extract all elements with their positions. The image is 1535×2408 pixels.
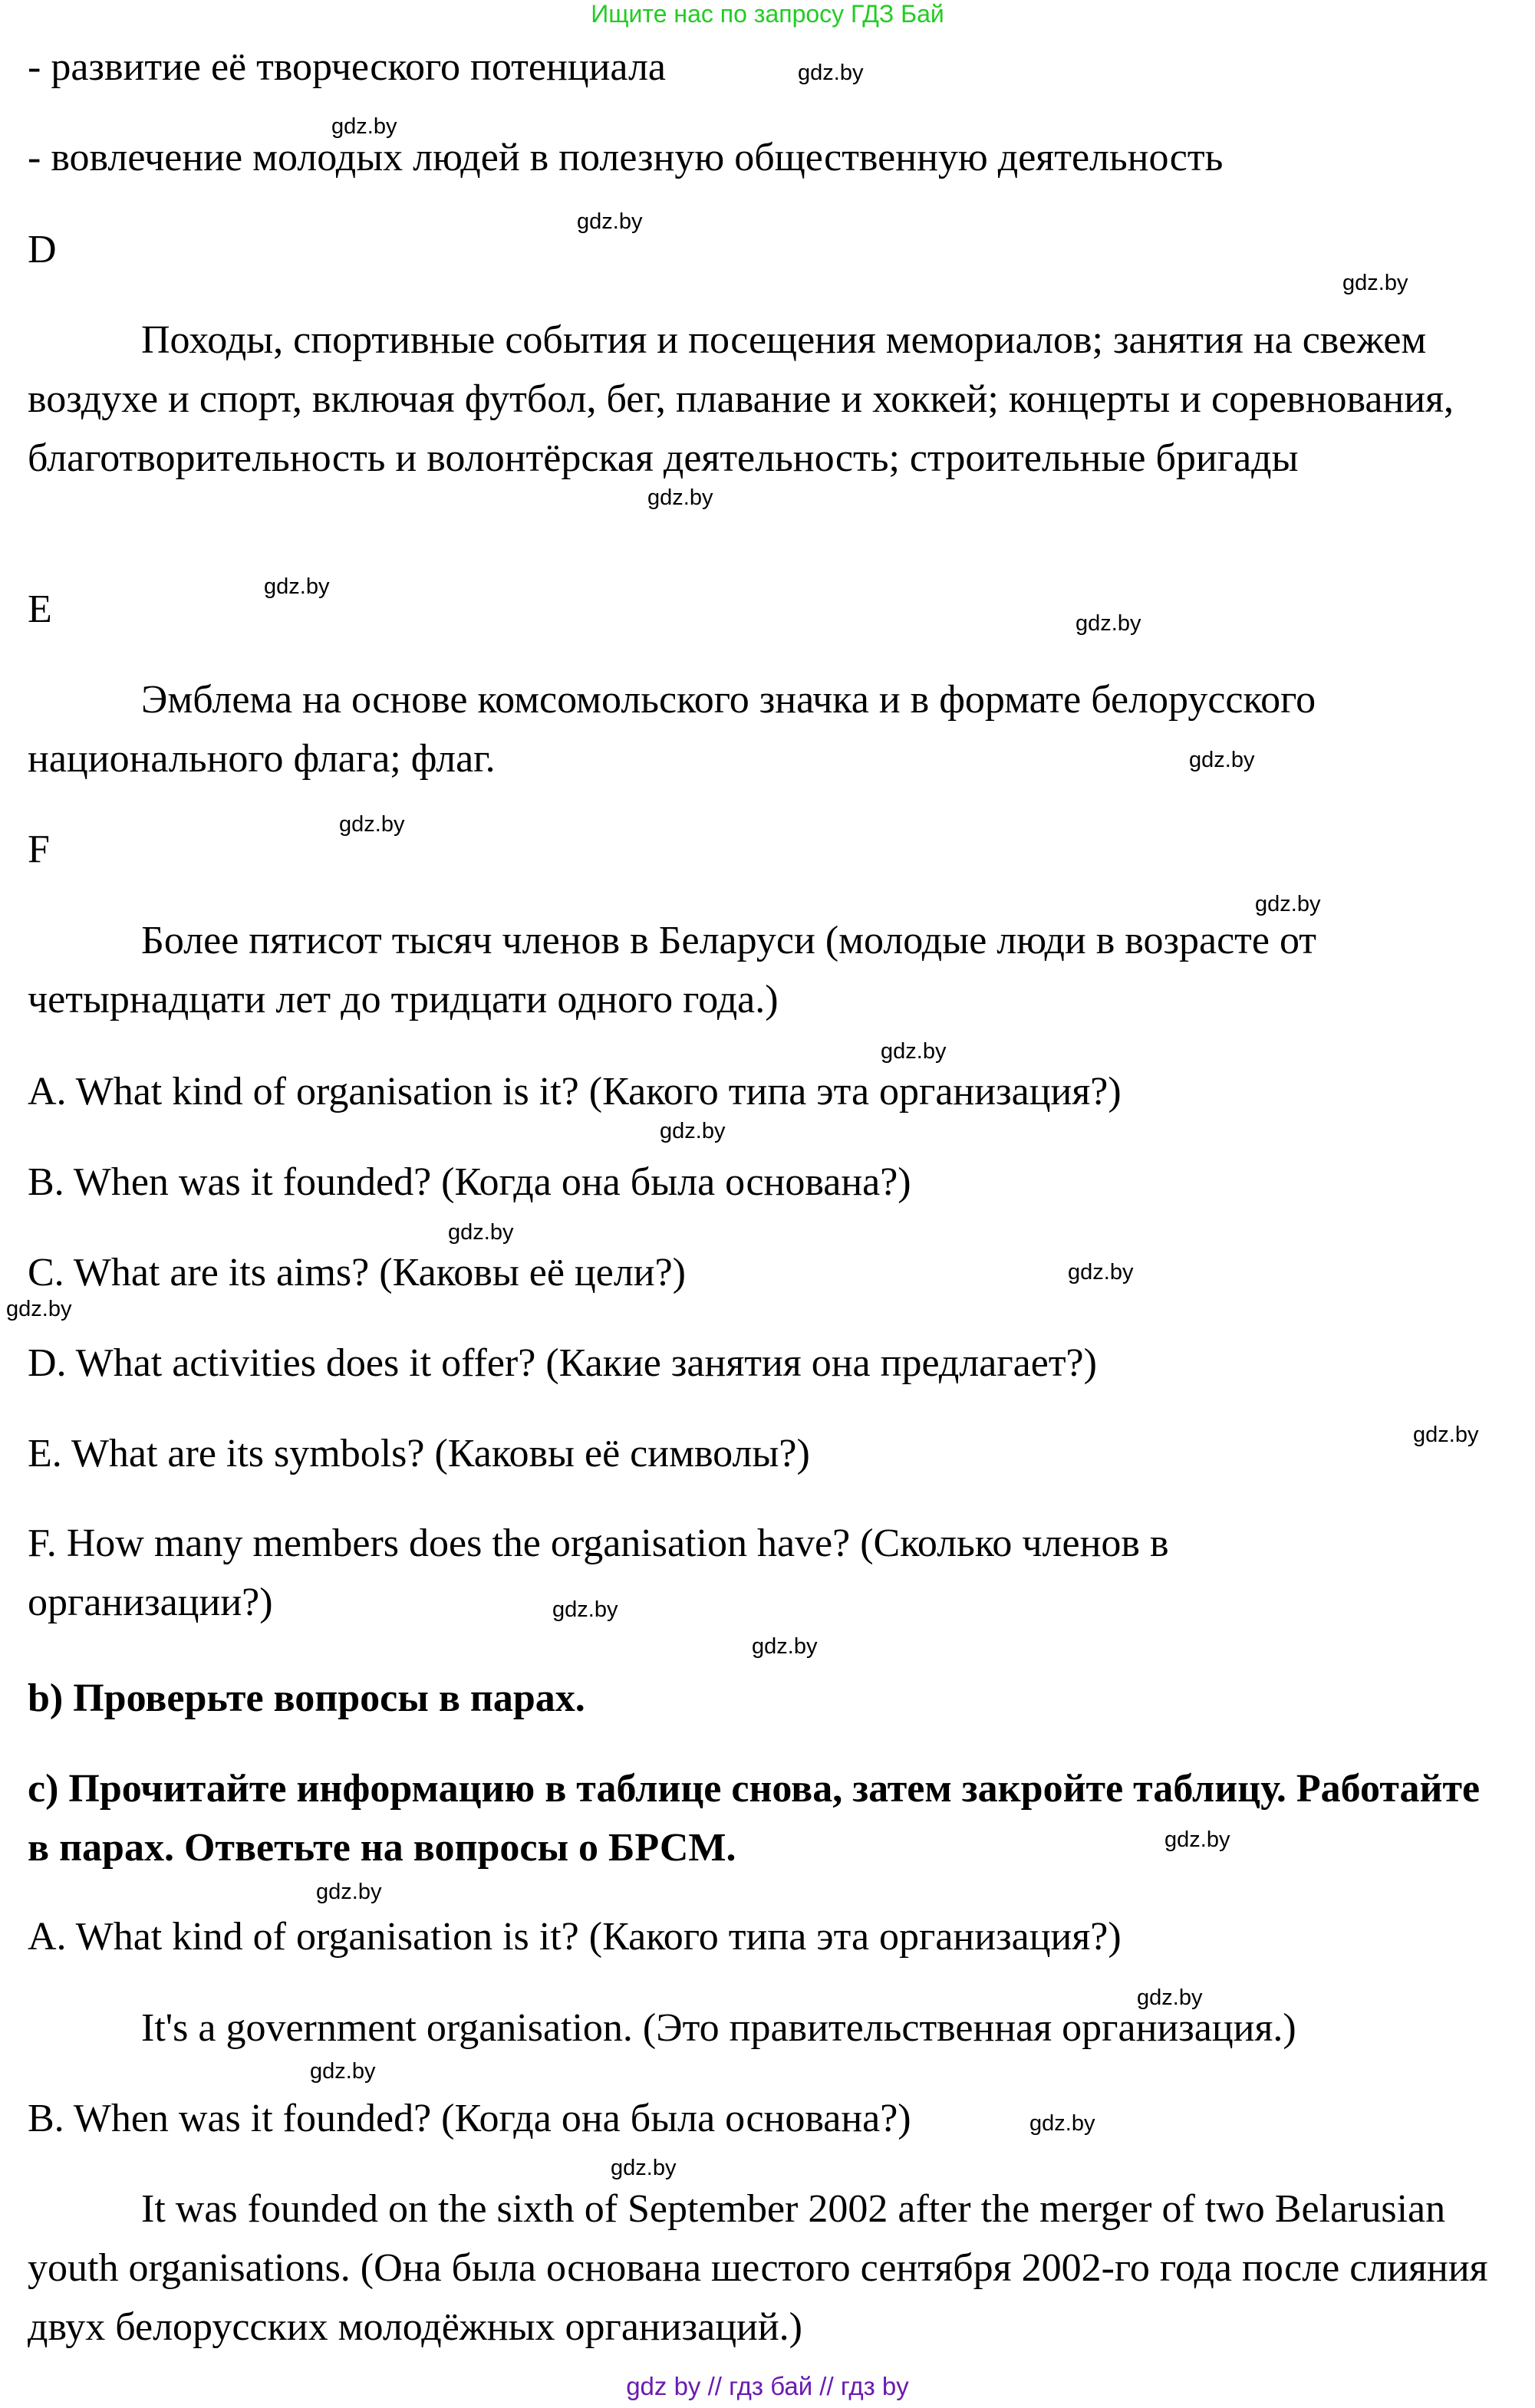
question-a-repeat: A. What kind of organisation is it? (Какого типа эта организация?) xyxy=(28,1915,1122,1959)
watermark: gdz.by xyxy=(1075,611,1141,636)
watermark: gdz.by xyxy=(647,485,713,510)
question-c: C. What are its aims? (Каковы её цели?) xyxy=(28,1251,686,1294)
section-label-e: E xyxy=(28,587,52,631)
watermark: gdz.by xyxy=(1342,271,1408,295)
watermark: gdz.by xyxy=(1189,748,1255,772)
question-d: D. What activities does it offer? (Какие занятия она предлагает?) xyxy=(28,1341,1097,1385)
watermark: gdz.by xyxy=(310,2059,376,2084)
watermark: gdz.by xyxy=(552,1597,618,1622)
watermark: gdz.by xyxy=(881,1039,947,1064)
watermark: gdz.by xyxy=(577,209,643,234)
watermark: gdz.by xyxy=(1029,2111,1095,2136)
section-label-f: F xyxy=(28,827,50,871)
watermark: gdz.by xyxy=(331,114,397,139)
question-f: F. How many members does the organisation have? (Сколько членов в организации?) xyxy=(28,1521,1169,1624)
watermark: gdz.by xyxy=(1413,1423,1479,1447)
question-b: B. When was it founded? (Когда она была основана?) xyxy=(28,1160,911,1204)
paragraph-members: Более пятисот тысяч членов в Беларуси (молодые люди в возрасте от четырнадцати лет до тридцати одного года.) xyxy=(28,919,1317,1021)
watermark: gdz.by xyxy=(1068,1260,1134,1285)
watermark: gdz.by xyxy=(660,1119,726,1143)
paragraph-activities: Походы, спортивные события и посещения мемориалов; занятия на свежем воздухе и спорт, включая футбол, бег, плавание и хоккей; концерты и соревнования, благотворительность и волонтёрская деятельность; строительные бригады xyxy=(28,318,1454,480)
question-a: A. What kind of organisation is it? (Какого типа эта организация?) xyxy=(28,1070,1122,1114)
answer-a: It's a government organisation. (Это правительственная организация.) xyxy=(141,2006,1296,2050)
watermark: gdz.by xyxy=(316,1880,382,1904)
footer-links[interactable]: gdz by // гдз бай // гдз by xyxy=(626,2372,909,2400)
question-e: E. What are its symbols? (Каковы её символы?) xyxy=(28,1432,810,1475)
watermark: gdz.by xyxy=(6,1297,72,1321)
line-creative-potential: - развитие её творческого потенциала xyxy=(28,45,666,89)
watermark: gdz.by xyxy=(1137,1985,1203,2010)
paragraph-symbols: Эмблема на основе комсомольского значка и в формате белорусского национального флага; флаг. xyxy=(28,678,1316,781)
watermark: gdz.by xyxy=(752,1634,818,1659)
line-involvement: - вовлечение молодых людей в полезную общественную деятельность xyxy=(28,136,1224,179)
task-b-heading: b) Проверьте вопросы в парах. xyxy=(28,1676,585,1720)
watermark: gdz.by xyxy=(264,574,330,599)
watermark: gdz.by xyxy=(798,61,864,85)
header-banner[interactable]: Ищите нас по запросу ГДЗ Бай xyxy=(591,0,944,28)
answer-b: It was founded on the sixth of September 2002 after the merger of two Belarusian youth organisations. (Она была основана шестого сентября 2002-го года после слияния двух белорусских молодёжных организаций.) xyxy=(28,2187,1488,2349)
watermark: gdz.by xyxy=(611,2156,677,2180)
watermark: gdz.by xyxy=(339,812,405,837)
watermark: gdz.by xyxy=(1164,1827,1230,1852)
watermark: gdz.by xyxy=(1255,892,1321,916)
task-c-heading: c) Прочитайте информацию в таблице снова, затем закройте таблицу. Работайте в парах. Ответьте на вопросы о БРСМ. xyxy=(28,1767,1481,1870)
question-b-repeat: B. When was it founded? (Когда она была основана?) xyxy=(28,2097,911,2140)
watermark: gdz.by xyxy=(448,1220,514,1245)
section-label-d: D xyxy=(28,228,57,271)
